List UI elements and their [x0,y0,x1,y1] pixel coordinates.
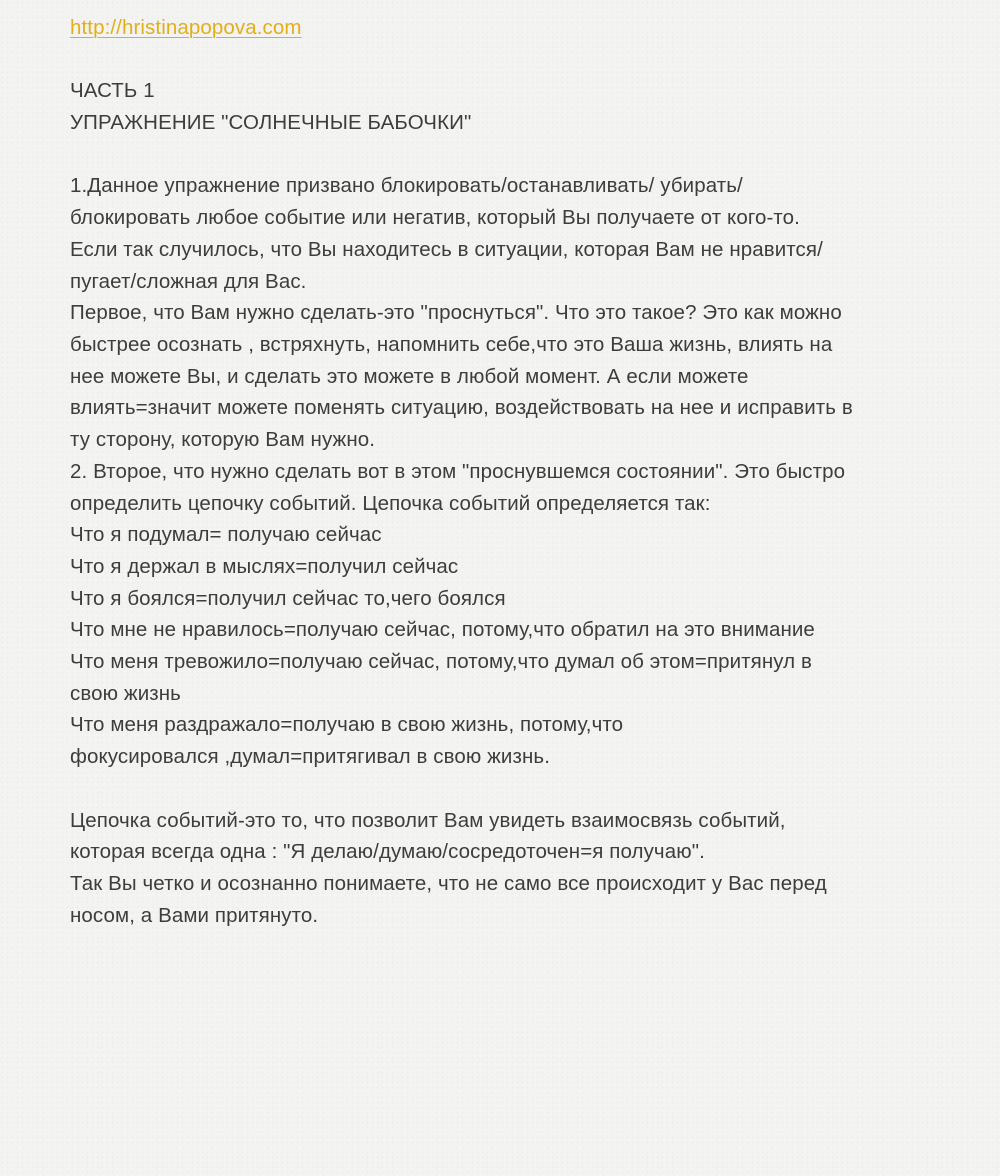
chain-line: Что я держал в мыслях=получил сейчас [70,554,459,578]
chain-line: Что я подумал= получаю сейчас [70,523,382,547]
blank-line [70,773,930,805]
body-line: быстрее осознать , встряхнуть, напомнить себе,что это Ваша жизнь, влиять на [70,333,833,356]
part-heading: ЧАСТЬ 1 [70,79,155,103]
body-line: блокировать любое событие или негатив, который Вы получаете от кого-то. [70,206,800,230]
body-line: пугает/сложная для Вас. [70,269,307,293]
body-line: определить цепочку событий. Цепочка событий определяется так: [70,491,711,515]
chain-line: свою жизнь [70,681,181,705]
exercise-title: УПРАЖНЕНИЕ "СОЛНЕЧНЫЕ БАБОЧКИ" [70,111,472,135]
body-line: 1.Данное упражнение призвано блокировать/останавливать/ убирать/ [70,174,743,198]
chain-line: Что мне не нравилось=получаю сейчас, потому,что обратил на это внимание [70,618,815,642]
chain-line: фокусировался ,думал=притягивал в свою жизнь. [70,745,550,769]
body-line: нее можете Вы, и сделать это можете в любой момент. А если можете [70,364,749,388]
chain-line: Что меня тревожило=получаю сейчас, потому,что думал об этом=притянул в [70,650,813,674]
chain-line: Что я боялся=получил сейчас то,чего боялся [70,586,506,610]
body-line: влиять=значит можете поменять ситуацию, воздействовать на нее и исправить в [70,396,853,420]
closing-line: которая всегда одна : "Я делаю/думаю/сосредоточен=я получаю". [70,840,705,864]
blank-line [70,44,930,76]
closing-line: Так Вы четко и осознанно понимаете, что не само все происходит у Вас перед [70,871,827,895]
closing-line: носом, а Вами притянуто. [70,903,319,927]
body-line: ту сторону, которую Вам нужно. [70,428,376,452]
blank-line [70,139,930,171]
body-line: Если так случилось, что Вы находитесь в ситуации, которая Вам не нравится/ [70,237,823,261]
body-line: 2. Второе, что нужно сделать вот в этом "проснувшемся состоянии". Это быстро [70,459,846,483]
body-line: Первое, что Вам нужно сделать-это "проснуться". Что это такое? Это как можно [70,301,842,325]
closing-line: Цепочка событий-это то, что позволит Вам увидеть взаимосвязь событий, [70,808,786,832]
chain-line: Что меня раздражало=получаю в свою жизнь, потому,что [70,713,624,737]
note-body[interactable] [70,12,930,931]
website-link[interactable]: http://hristinapopova.com [70,16,302,39]
